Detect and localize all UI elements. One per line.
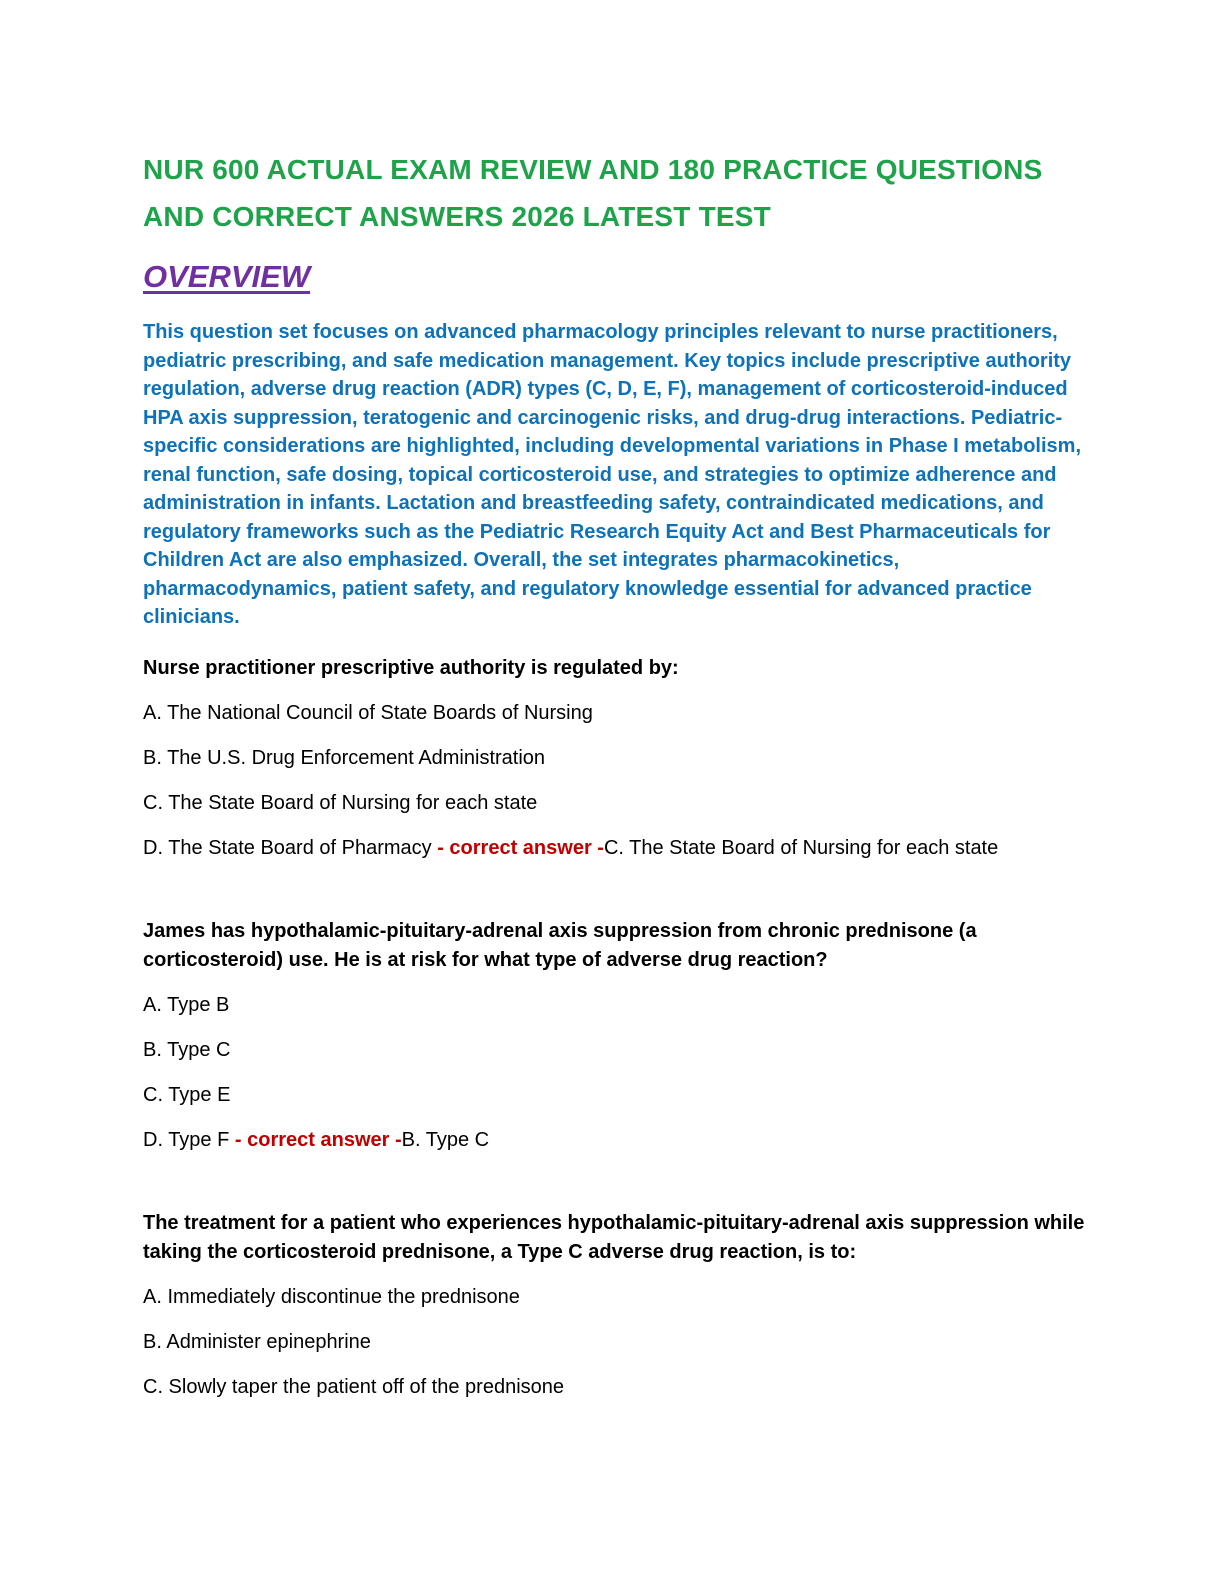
question-option-c: C. The State Board of Nursing for each state bbox=[143, 791, 538, 814]
question-option-b: B. The U.S. Drug Enforcement Administration bbox=[143, 746, 546, 769]
question-block-2 bbox=[143, 917, 1087, 1155]
question-prompt: Nurse practitioner prescriptive authority is regulated by: bbox=[143, 656, 679, 679]
question-option-d-with-answer bbox=[143, 834, 1087, 863]
question-gap bbox=[143, 879, 1087, 917]
question-block-1 bbox=[143, 654, 1087, 863]
question-prompt: James has hypothalamic-pituitary-adrenal axis suppression from chronic prednisone (a corticosteroid) use. He is at risk for what type of adverse drug reaction? bbox=[143, 919, 977, 971]
question-option-a: A. The National Council of State Boards of Nursing bbox=[143, 701, 593, 724]
answer-line-prefix: D. Type F bbox=[143, 1128, 235, 1151]
question-gap bbox=[143, 1171, 1087, 1209]
question-option-c: C. Type E bbox=[143, 1083, 231, 1106]
question-prompt: The treatment for a patient who experiences hypothalamic-pituitary-adrenal axis suppression while taking the corticosteroid prednisone, a Type C adverse drug reaction, is to: bbox=[143, 1211, 1085, 1263]
correct-answer-marker: - correct answer - bbox=[234, 1128, 402, 1151]
question-option-d-with-answer bbox=[143, 1126, 1087, 1155]
answer-line-prefix: D. The State Board of Pharmacy bbox=[143, 836, 438, 859]
answer-line-suffix: B. Type C bbox=[401, 1128, 490, 1151]
overview-heading bbox=[143, 258, 1087, 296]
overview-paragraph: This question set focuses on advanced pharmacology principles relevant to nurse practitioners, pediatric prescribing, and safe medication management. Key topics include prescriptive authority regulation, adverse drug reaction (ADR) types (C, D, E, F), management of corticosteroid-induced HPA axis suppression, teratogenic and carcinogenic risks, and drug-drug interactions. Pediatric-specific considerations are highlighted, including developmental variations in Phase I metabolism, renal function, safe dosing, topical corticosteroid use, and strategies to optimize adherence and administration in infants. Lactation and breastfeeding safety, contraindicated medications, and regulatory frameworks such as the Pediatric Research Equity Act and Best Pharmaceuticals for Children Act are also emphasized. Overall, the set integrates pharmacokinetics, pharmacodynamics, patient safety, and regulatory knowledge essential for advanced practice clinicians. bbox=[143, 321, 1081, 628]
document-title: NUR 600 ACTUAL EXAM REVIEW AND 180 PRACTICE QUESTIONS AND CORRECT ANSWERS 2026 LATEST TEST bbox=[143, 154, 1043, 232]
question-option-b: B. Type C bbox=[143, 1038, 231, 1061]
question-block-3 bbox=[143, 1209, 1087, 1402]
question-option-c: C. Slowly taper the patient off of the prednisone bbox=[143, 1375, 565, 1398]
answer-line-suffix: C. The State Board of Nursing for each state bbox=[603, 836, 999, 859]
question-option-a: A. Type B bbox=[143, 993, 230, 1016]
overview-heading-text: OVERVIEW bbox=[143, 259, 311, 294]
question-option-b: B. Administer epinephrine bbox=[143, 1330, 371, 1353]
correct-answer-marker: - correct answer - bbox=[437, 836, 604, 859]
question-option-a: A. Immediately discontinue the prednisone bbox=[143, 1285, 520, 1308]
